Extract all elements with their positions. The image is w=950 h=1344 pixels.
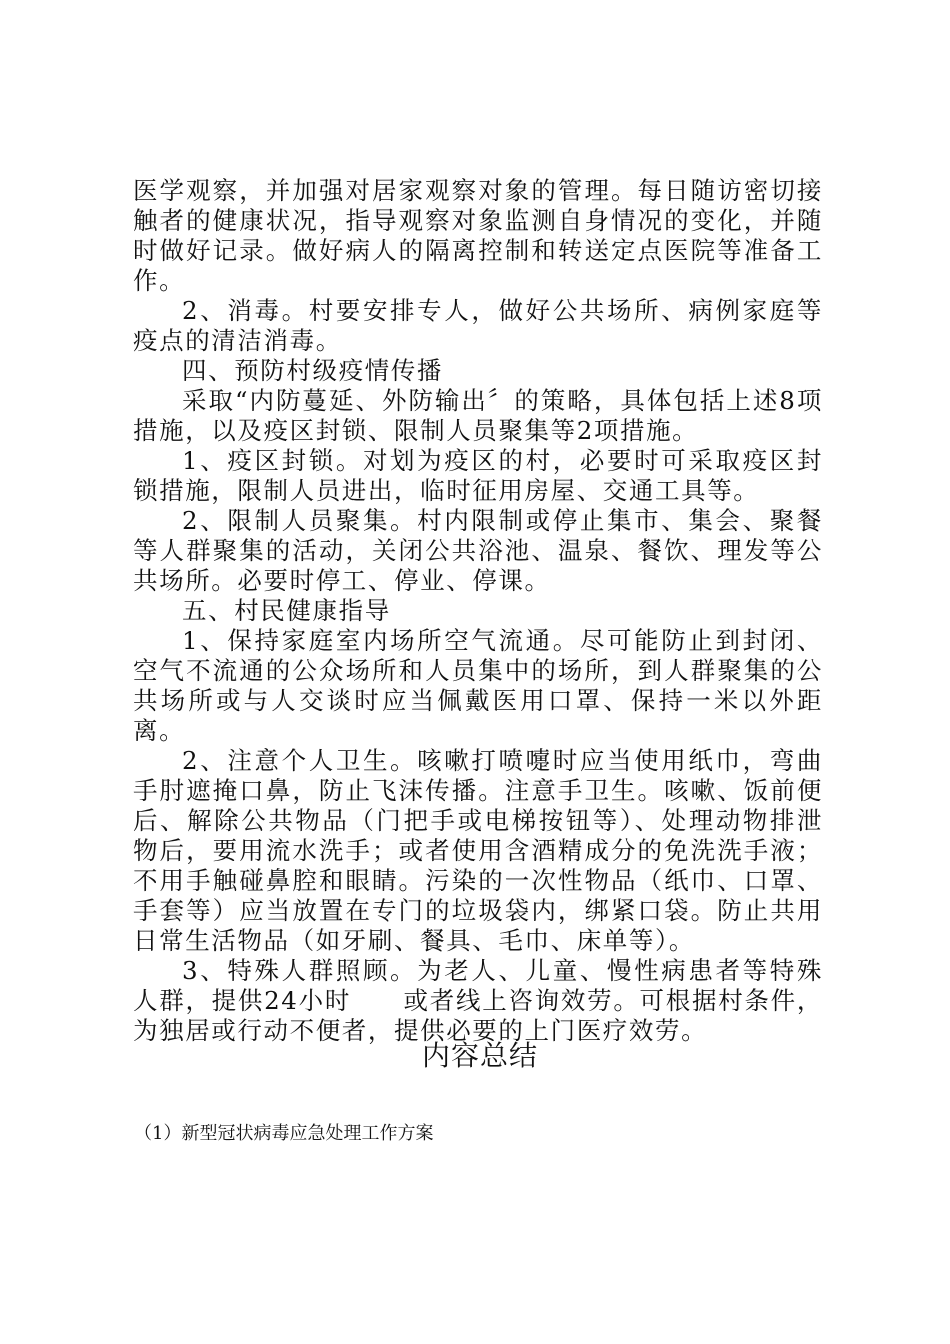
paragraph-9: 2、注意个人卫生。咳嗽打喷嚏时应当使用纸巾，弯曲手肘遮掩口鼻，防止飞沫传播。注意手卫生。咳嗽、饭前便后、解除公共物品（门把手或电梯按钮等）、处理动物排泄物后，要用流水洗手；或者使用含酒精成分的免洗洗手液；不用手触碰鼻腔和眼睛。污染的一次性物品（纸巾、口罩、手套等）应当放置在专门的垃圾袋内，绑紧口袋。防止共用日常生活物品（如牙刷、餐具、毛巾、床单等）。 [133, 746, 823, 955]
paragraph-10: 3、特殊人群照顾。为老人、儿童、慢性病患者等特殊人群，提供24小时 或者线上咨询效劳。可根据村条件，为独居或行动不便者，提供必要的上门医疗效劳。 [133, 956, 823, 1045]
section-heading-5: 五、村民健康指导 [182, 596, 391, 625]
section-heading-4: 四、预防村级疫情传播 [182, 356, 443, 385]
paragraph-1: 医学观察，并加强对居家观察对象的管理。每日随访密切接触者的健康状况，指导观察对象监测自身情况的变化，并随时做好记录。做好病人的隔离控制和转送定点医院等准备工作。 [133, 176, 823, 295]
summary-item: （1）新型冠状病毒应急处理工作方案 [134, 1123, 434, 1144]
paragraph-5: 1、疫区封锁。对划为疫区的村，必要时可采取疫区封锁措施，限制人员进出，临时征用房屋、交通工具等。 [133, 446, 823, 505]
summary-title: 内容总结 [421, 1039, 538, 1072]
paragraph-2: 2、消毒。村要安排专人，做好公共场所、病例家庭等疫点的清洁消毒。 [133, 296, 823, 355]
paragraph-6: 2、限制人员聚集。村内限制或停止集市、集会、聚餐等人群聚集的活动，关闭公共浴池、温泉、餐饮、理发等公共场所。必要时停工、停业、停课。 [133, 506, 823, 595]
paragraph-8: 1、保持家庭室内场所空气流通。尽可能防止到封闭、空气不流通的公众场所和人员集中的场所，到人群聚集的公共场所或与人交谈时应当佩戴医用口罩、保持一米以外距离。 [133, 626, 823, 745]
paragraph-4: 采取“内防蔓延、外防输出〞的策略，具体包括上述8项措施，以及疫区封锁、限制人员聚集等2项措施。 [133, 386, 823, 445]
document-body [133, 176, 823, 1046]
